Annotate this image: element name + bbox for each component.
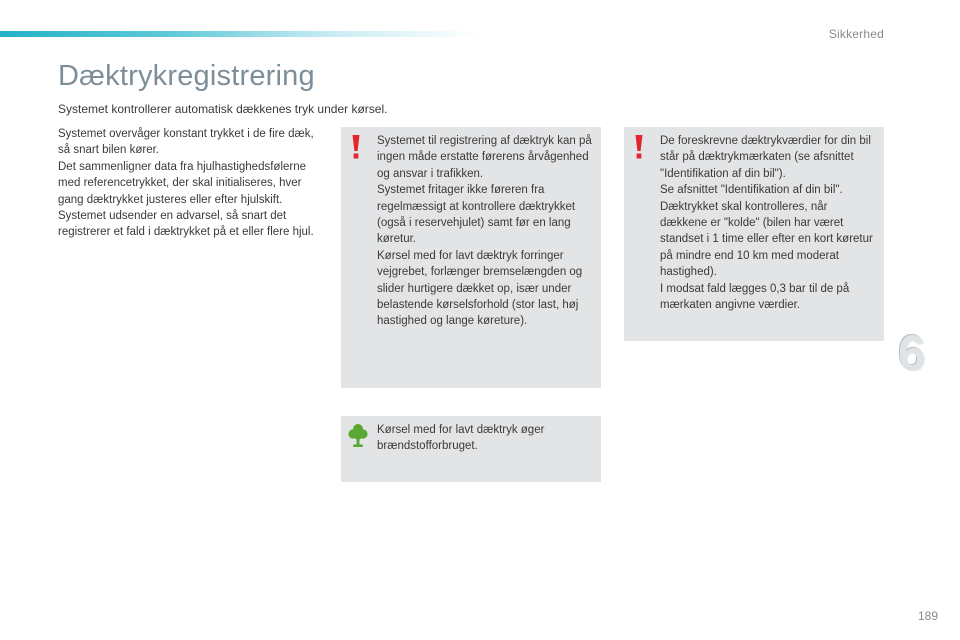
page-number: 189	[917, 609, 938, 623]
tyre-pressure-note-box	[624, 127, 884, 341]
eco-note-text	[377, 422, 593, 455]
eco-note-box	[341, 416, 601, 482]
section-label: Sikkerhed	[828, 27, 884, 41]
tyre-pressure-note-text	[660, 133, 876, 313]
main-paragraph: Det sammenligner data fra hjulhastighedsfølerne med referencetrykket, der skal initialiseres, hver gang dæktrykket justeres eller efter hjulskift.	[58, 160, 307, 206]
note-paragraph: Systemet fritager ikke føreren fra regelmæssigt at kontrollere dæktrykket (også i reservehjulet) samt før en lang køretur.	[377, 184, 576, 246]
main-text	[58, 126, 320, 241]
header-accent-bar	[0, 31, 480, 37]
eco-tree-icon	[348, 423, 368, 449]
exclamation-icon	[350, 134, 362, 160]
note-paragraph: Kørsel med for lavt dæktryk øger brændstofforbruget.	[377, 424, 545, 453]
note-paragraph: Se afsnittet "Identifikation af din bil".	[660, 184, 843, 197]
warning-note-text	[377, 133, 593, 330]
note-paragraph: De foreskrevne dæktrykværdier for din bil står på dæktrykmærkaten (se afsnittet "Identifikation af din bil").	[660, 135, 871, 180]
warning-note-box	[341, 127, 601, 388]
chapter-number: 6	[898, 325, 926, 381]
note-paragraph: I modsat fald lægges 0,3 bar til de på mærkaten angivne værdier.	[660, 282, 850, 312]
page-title: Dæktrykregistrering	[58, 60, 315, 92]
note-paragraph: Kørsel med for lavt dæktryk forringer vejgrebet, forlænger bremselængden og slider hurtigere dækket op, især under belastende kørselsforhold (stor last, høj hastighed og lange køreture).	[377, 249, 583, 328]
main-paragraph: Systemet overvåger konstant trykket i de fire dæk, så snart bilen kører.	[58, 128, 314, 157]
note-paragraph: Systemet til registrering af dæktryk kan på ingen måde erstatte førerens årvågenhed og ansvar i trafikken.	[377, 135, 592, 180]
intro-text: Systemet kontrollerer automatisk dækkenes tryk under kørsel.	[58, 102, 388, 116]
exclamation-icon	[633, 134, 645, 160]
main-paragraph: Systemet udsender en advarsel, så snart det registrerer et fald i dæktrykket på et eller flere hjul.	[58, 210, 314, 239]
note-paragraph: Dæktrykket skal kontrolleres, når dækkene er "kolde" (bilen har været standset i 1 time eller efter en kort køretur på mindre end 10 km med moderat hastighed).	[660, 200, 873, 279]
